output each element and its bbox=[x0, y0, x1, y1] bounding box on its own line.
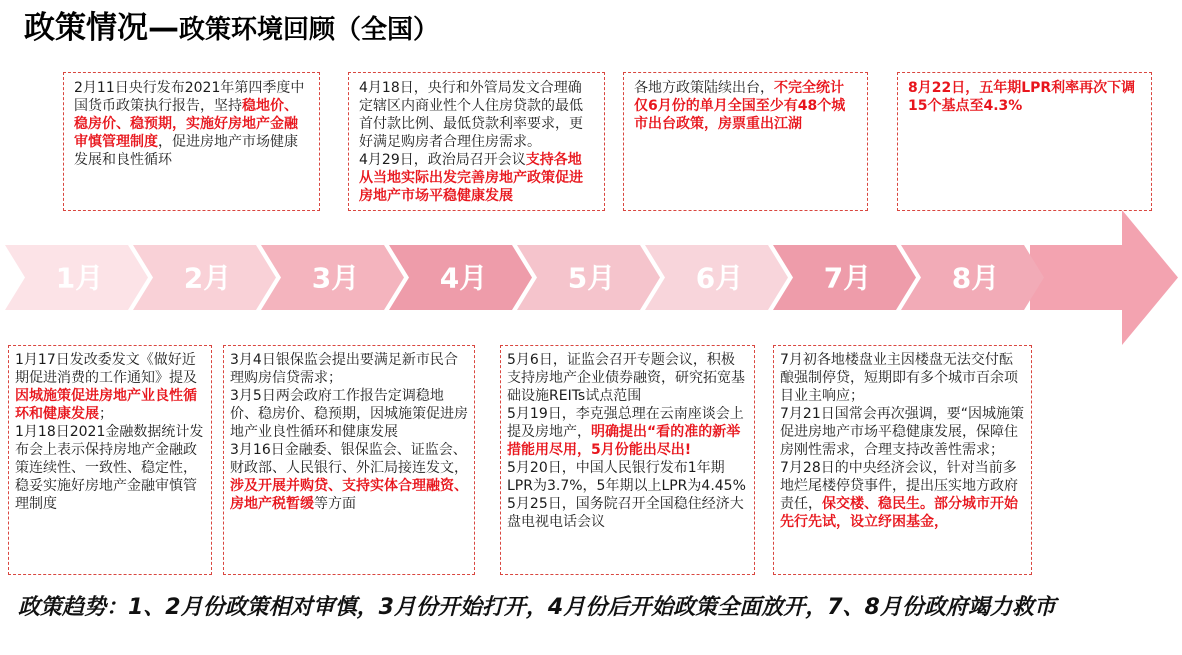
policy-text: 1月18日2021金融数据统计发布会上表示保持房地产金融政策连续性、一致性、稳定性，稳妥实施好房地产金融审慎管理制度 bbox=[15, 424, 204, 512]
policy-paragraph bbox=[507, 459, 748, 495]
policy-paragraph bbox=[780, 405, 1025, 459]
policy-box-aug bbox=[897, 72, 1152, 211]
policy-highlight: 稳地价、稳房价、稳预期，实施好房地产金融审慎管理制度 bbox=[74, 98, 298, 150]
policy-text: 5月20日，中国人民银行发布1年期LPR为3.7%，5年期以上LPR为4.45% bbox=[507, 460, 746, 494]
policy-paragraph bbox=[908, 79, 1141, 115]
policy-paragraph bbox=[780, 351, 1025, 405]
policy-paragraph bbox=[359, 79, 594, 151]
policy-text: ； bbox=[99, 406, 113, 422]
policy-text: 4月18日，央行和外管局发文合理确定辖区内商业性个人住房贷款的最低首付款比例、最低贷款利率要求，更好满足购房者合理住房需求。 bbox=[359, 80, 583, 150]
policy-highlight: 不完全统计仅6月份的单月全国至少有48个城市出台政策，房票重出江湖 bbox=[634, 80, 846, 132]
timeline-month-label: 4月 bbox=[439, 261, 488, 295]
timeline-month-label: 7月 bbox=[823, 261, 872, 295]
policy-box-jun bbox=[623, 72, 868, 211]
policy-text: 4月29日，政治局召开会议 bbox=[359, 152, 526, 168]
policy-text: 2月11日央行发布2021年第四季度中国货币政策执行报告，坚持 bbox=[74, 80, 305, 114]
policy-highlight: 因城施策促进房地产业良性循环和健康发展 bbox=[15, 388, 197, 422]
policy-text: 7月21日国常会再次强调，要“因城施策促进房地产市场平稳健康发展，保障住房刚性需求，合理支持改善性需求； bbox=[780, 406, 1024, 458]
policy-text: 3月4日银保监会提出要满足新市民合理购房信贷需求； bbox=[230, 352, 458, 386]
policy-text: 等方面 bbox=[314, 496, 356, 512]
policy-box-mar bbox=[223, 345, 475, 575]
timeline-arrow bbox=[0, 200, 1182, 350]
policy-text: 1月17日发改委发文《做好近期促进消费的工作通知》提及 bbox=[15, 352, 197, 386]
policy-paragraph bbox=[359, 151, 594, 205]
timeline-arrow-head bbox=[1122, 210, 1178, 345]
policy-paragraph bbox=[507, 405, 748, 459]
policy-box-jul bbox=[773, 345, 1032, 575]
page-title bbox=[24, 8, 439, 53]
policy-box-feb bbox=[63, 72, 320, 211]
policy-text: 5月19日，李克强总理在云南座谈会上提及房地产， bbox=[507, 406, 744, 440]
policy-text: 3月5日两会政府工作报告定调稳地价、稳房价、稳预期，因城施策促进房地产业良性循环和健康发展 bbox=[230, 388, 468, 440]
policy-paragraph bbox=[507, 351, 748, 405]
policy-paragraph bbox=[230, 351, 468, 387]
timeline-month-label: 3月 bbox=[311, 261, 360, 295]
policy-text: 各地方政策陆续出台， bbox=[634, 80, 774, 96]
policy-box-jan bbox=[8, 345, 212, 575]
timeline-month-label: 2月 bbox=[183, 261, 232, 295]
timeline-month-label: 8月 bbox=[951, 261, 1000, 295]
policy-trend-summary: 政策趋势：1、2月份政策相对审慎，3月份开始打开，4月份后开始政策全面放开，7、8月份政府竭力救市 bbox=[18, 595, 1056, 620]
policy-paragraph bbox=[15, 351, 205, 423]
policy-text: ，促进房地产市场健康发展和良性循环 bbox=[74, 134, 298, 168]
policy-paragraph bbox=[230, 441, 468, 513]
timeline-month-label: 1月 bbox=[55, 261, 104, 295]
policy-paragraph bbox=[15, 423, 205, 513]
policy-paragraph bbox=[507, 495, 748, 531]
policy-text: 7月初各地楼盘业主因楼盘无法交付酝酿强制停贷，短期即有多个城市百余项目业主响应； bbox=[780, 352, 1018, 404]
policy-paragraph bbox=[74, 79, 309, 169]
policy-text: 5月6日，证监会召开专题会议，积极支持房地产企业债券融资，研究拓宽基础设施REITs试点范围 bbox=[507, 352, 745, 404]
policy-box-may bbox=[500, 345, 755, 575]
policy-paragraph bbox=[230, 387, 468, 441]
timeline-arrow-body bbox=[1030, 245, 1124, 310]
timeline-month-label: 5月 bbox=[567, 261, 616, 295]
timeline-month-label: 6月 bbox=[695, 261, 744, 295]
page-title-main: 政策情况— bbox=[24, 10, 179, 46]
policy-highlight: 涉及开展并购贷、支持实体合理融资、房地产税暂缓 bbox=[230, 478, 468, 512]
policy-highlight: 支持各地从当地实际出发完善房地产政策促进房地产市场平稳健康发展 bbox=[359, 152, 583, 204]
policy-highlight: 8月22日，五年期LPR利率再次下调15个基点至4.3% bbox=[908, 80, 1136, 114]
policy-text: 7月28日的中央经济会议，针对当前多地烂尾楼停贷事件，提出压实地方政府责任， bbox=[780, 460, 1018, 512]
policy-text: 3月16日金融委、银保监会、证监会、财政部、人民银行、外汇局接连发文， bbox=[230, 442, 468, 476]
policy-highlight: 明确提出“看的准的新举措能用尽用，5月份能出尽出! bbox=[507, 424, 741, 458]
policy-text: 5月25日，国务院召开全国稳住经济大盘电视电话会议 bbox=[507, 496, 744, 530]
policy-box-apr bbox=[348, 72, 605, 211]
policy-paragraph bbox=[780, 459, 1025, 531]
policy-highlight: 保交楼、稳民生。部分城市开始先行先试，设立纾困基金， bbox=[780, 496, 1018, 530]
policy-paragraph bbox=[634, 79, 857, 133]
page-title-sub: 政策环境回顾（全国） bbox=[179, 15, 440, 45]
